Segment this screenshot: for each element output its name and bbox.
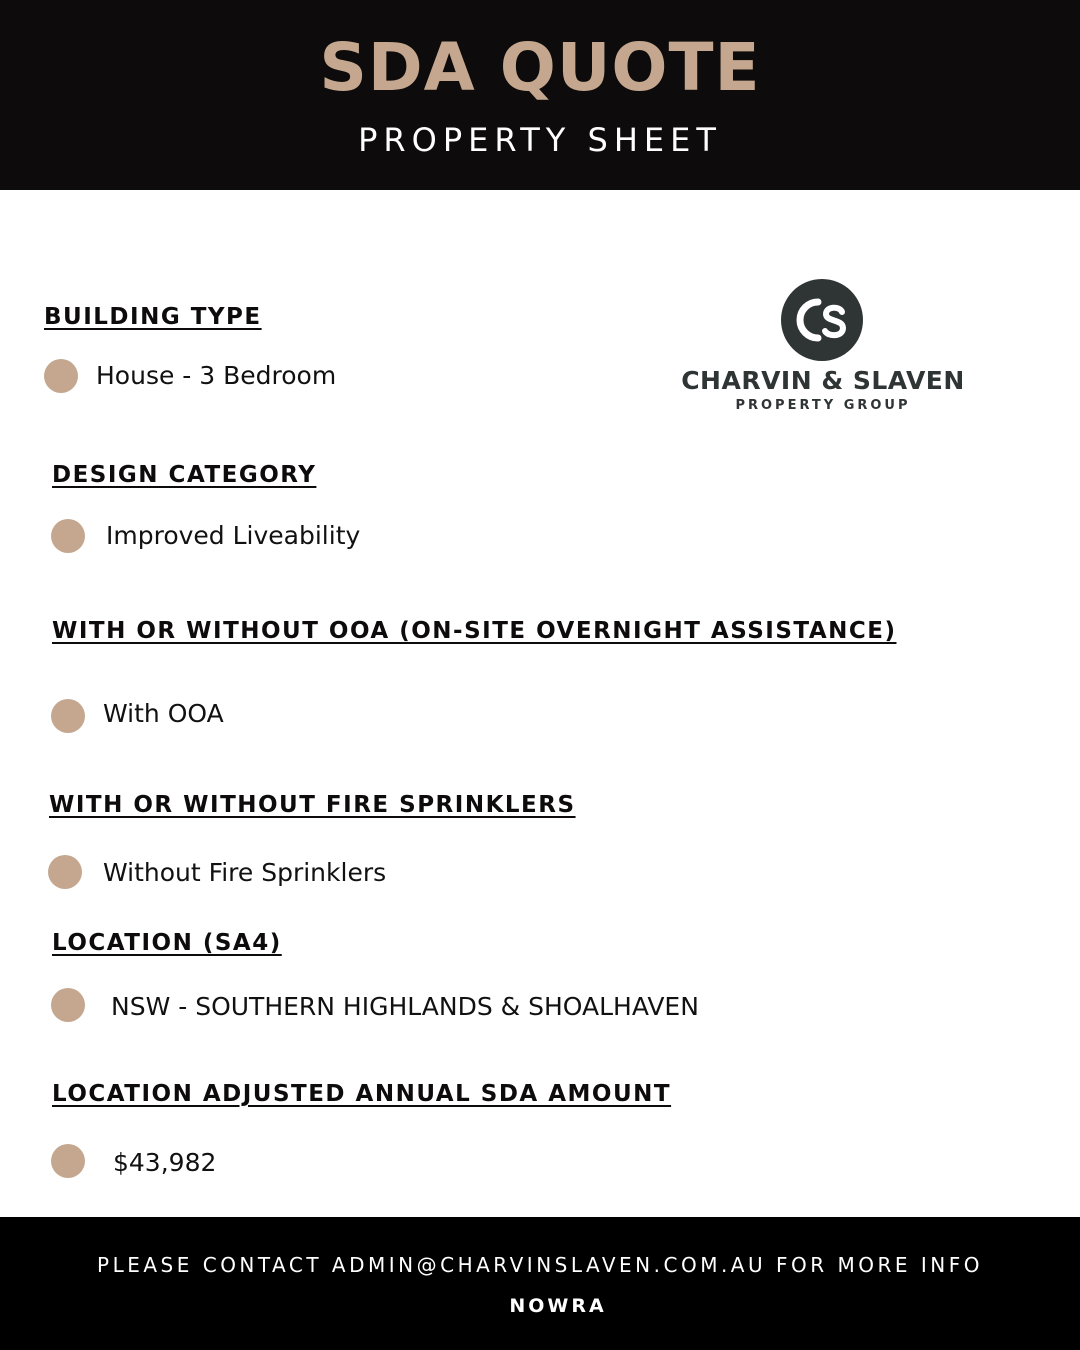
- bullet-dot: [51, 988, 85, 1022]
- value-sda-amount: $43,982: [113, 1148, 217, 1177]
- heading-design-category: DESIGN CATEGORY: [52, 462, 317, 488]
- heading-fire-sprinklers: WITH OR WITHOUT FIRE SPRINKLERS: [49, 792, 576, 818]
- bullet-dot: [51, 1144, 85, 1178]
- bullet-dot: [44, 359, 78, 393]
- bullet-dot: [51, 699, 85, 733]
- cs-logo-icon: [780, 278, 864, 362]
- value-building-type: House - 3 Bedroom: [96, 361, 337, 390]
- value-fire-sprinklers: Without Fire Sprinklers: [103, 858, 387, 887]
- value-design-category: Improved Liveability: [106, 521, 361, 550]
- heading-location: LOCATION (SA4): [52, 930, 282, 956]
- heading-building-type: BUILDING TYPE: [44, 304, 262, 330]
- bullet-dot: [51, 519, 85, 553]
- value-ooa: With OOA: [103, 699, 224, 728]
- logo-company-name: CHARVIN & SLAVEN: [681, 366, 965, 395]
- value-location: NSW - SOUTHERN HIGHLANDS & SHOALHAVEN: [111, 992, 699, 1021]
- city-label: NOWRA: [509, 1295, 607, 1317]
- page-title: SDA QUOTE: [319, 29, 761, 106]
- logo-tagline: PROPERTY GROUP: [735, 398, 911, 413]
- header-banner: [0, 0, 1080, 190]
- contact-info: PLEASE CONTACT ADMIN@CHARVINSLAVEN.COM.AU FOR MORE INFO: [97, 1253, 983, 1277]
- heading-sda-amount: LOCATION ADJUSTED ANNUAL SDA AMOUNT: [52, 1081, 672, 1107]
- heading-ooa: WITH OR WITHOUT OOA (ON-SITE OVERNIGHT ASSISTANCE): [52, 618, 897, 644]
- footer-banner: [0, 1217, 1080, 1350]
- company-logo: [680, 278, 966, 418]
- page-subtitle: PROPERTY SHEET: [358, 121, 722, 159]
- bullet-dot: [48, 855, 82, 889]
